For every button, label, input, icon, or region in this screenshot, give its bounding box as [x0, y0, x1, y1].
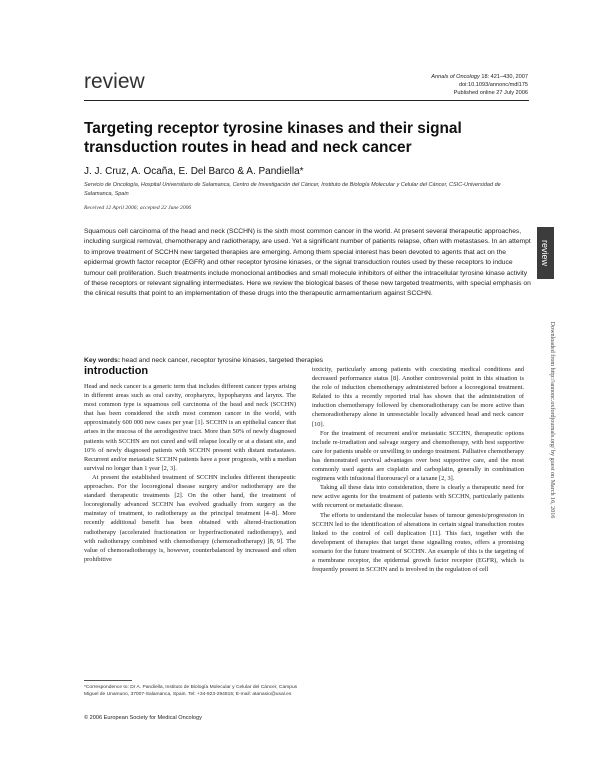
journal-citation [431, 74, 528, 82]
journal-issue: 18: 421–430, 2007 [479, 74, 528, 80]
download-note: Downloaded from http://annonc.oxfordjournals.org/ by guest on March 16, 2016 [549, 321, 555, 519]
paragraph: Taking all these data into consideration, there is clearly a therapeutic need for new active agents for the treatment of patients with SCCHN, particularly patients with recurrent or metastatic disease. [312, 484, 524, 510]
body-column-left [84, 382, 296, 564]
copyright: © 2006 European Society for Medical Oncology [84, 715, 202, 721]
paragraph: At present the established treatment of SCCHN includes different therapeutic approaches. For the locoregional disease surgery and/or radiotherapy are the standard therapeutic treatments [2]. On the other hand, the treatment of locoregionally advanced SCCHN has evolved gradually from surgery as the mainstay of treatment, to radiotherapy as the principal treatment [4–8]. More recently additional benefit has been obtained with altered-fractionation radiotherapy (accelerated fractionation or hyperfractionated radiotherapy), and with radiotherapy combined with chemotherapy (chemoradiotherapy) [8, 9]. The value of chemoradiotherapy is, however, counterbalanced by increased and often prohibitive [84, 473, 296, 563]
affiliation: Servicio de Oncología, Hospital Universitario de Salamanca, Centro de Investigación del Cáncer, Instituto de Biología Molecular y Celular del Cáncer, CSIC-Universidad de Salamanca, Spain [84, 182, 501, 197]
section-heading-introduction: introduction [84, 365, 149, 377]
published-date: Published online 27 July 2006 [453, 89, 528, 96]
keywords-text: head and neck cancer, receptor tyrosine kinases, targeted therapies [120, 357, 324, 364]
keywords [84, 357, 532, 364]
paragraph: For the treatment of recurrent and/or metastatic SCCHN, therapeutic options include re-irradiation and salvage surgery and chemotherapy, with best supportive care for patients unable or unwilling to undergo treatment. Palliative chemotherapy has demonstrated survival advantages over best supportive care, and the most commonly used agents are cisplatin and carboplatin, generally in combination regimens with infusional fluorouracyl or a taxane [2, 3]. [312, 429, 524, 483]
article-title: Targeting receptor tyrosine kinases and their signal transduction routes in head and neck cancer [84, 120, 462, 156]
authors: J. J. Cruz, A. Ocaña, E. Del Barco & A. Pandiella* [84, 166, 304, 177]
abstract: Squamous cell carcinoma of the head and neck (SCCHN) is the sixth most common cancer in the world. At present several therapeutic approaches, including surgical removal, chemotherapy and radiotherapy, are used. Yet a significant number of patients relapse, often with metastases. In an attempt to improve treatment of SCCHN new targeted therapies are emerging. Among them special interest has been devoted to agents that act on the epidermal growth factor receptor (EGFR) and other receptor tyrosine kinases, or the signal transduction routes used by these receptors to induce tumour cell proliferation. Such treatments include monoclonal antibodies and small molecule inhibitors of either the intracellular tyrosine kinase activity of these receptors or relevant signalling intermediates. Here we review the biological bases of these new targeted treatments, with special emphasis on the clinical results that point to an implementation of these drugs into the therapeutic armamentarium against SCCHN. [84, 228, 531, 298]
received-dates: Received 12 April 2006; accepted 22 June 2006 [84, 205, 192, 211]
section-label: review [84, 70, 145, 93]
paragraph: toxicity, particularly among patients with coexisting medical conditions and decreased performance status [8]. Another controversial point in this situation is the role of induction chemotherapy administered before a locoregional treatment. Related to this a recently reported trial has shown that the administration of induction chemotherapy followed by chemoradiotherapy can be more active than chemoradiotherapy alone in unresectable locally advanced head and neck cancer [10]. [312, 366, 524, 428]
journal-info [431, 74, 528, 97]
paragraph: The efforts to understand the molecular bases of tumour genesis/progression in SCCHN led to the identification of alterations in certain signal transduction routes linked to the control of cell duplication [11]. This fact, together with the development of therapies that target these signalling routes, offers a promising scenario for the future treatment of SCCHN. An example of this is the targeting of a membrane receptor, the epidermal growth factor receptor (EGFR), which is frequently present in SCCHN and is involved in the regulation of cell [312, 511, 524, 574]
journal-name: Annals of Oncology [431, 74, 480, 80]
correspondence-footnote: *Correspondence to: Dr A. Pandiella, Instituto de Biología Molecular y Celular del Cáncer, Campus Miguel de Unamuno, 37007-Salamanca, Spain. Tel: +34-923-294815; E-mail: atanasio@usal.es [84, 685, 298, 698]
body-column-right [312, 365, 524, 574]
keywords-label: Key words: [84, 357, 121, 364]
header-divider [84, 100, 529, 101]
doi: doi:10.1093/annonc/mdl175 [458, 81, 528, 88]
paragraph: Head and neck cancer is a generic term that includes different cancer types arising in different areas such as oral cavity, oropharynx, hypopharynx and larynx. The most common type is squamous cell carcinoma of the head and neck (SCCHN) that has been considered the sixth most common cancer in the world, with approximately 600 000 new cases per year [1]. SCCHN is an epithelial cancer that arises in the mucosa of the aerodigestive tract. More than 50% of newly diagnosed patients with SCCHN are not cured and will relapse locally or at a distant site, and 10% of newly diagnosed patients with SCCHN present with distant metastases. Recurrent and/or metastatic SCCHN patients have a poor prognosis, with a median survival no longer than 1 year [2, 3]. [84, 383, 296, 472]
side-tab-label: review [540, 239, 550, 267]
footnote-divider [84, 680, 132, 681]
